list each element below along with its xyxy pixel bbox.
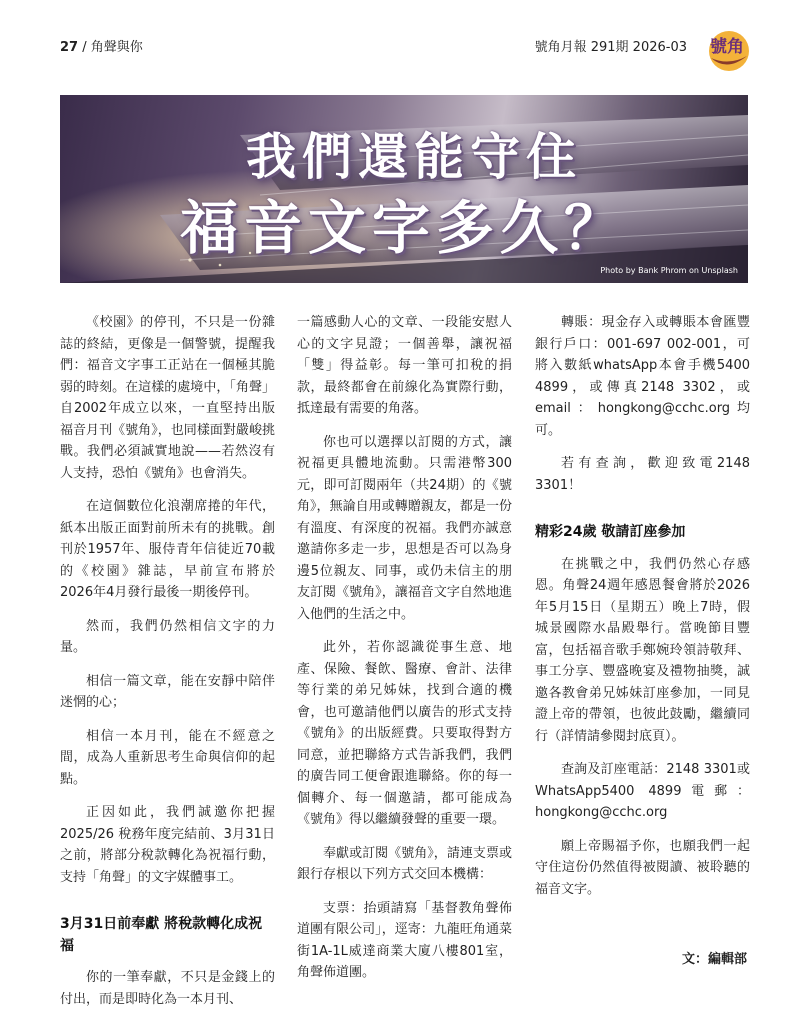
paragraph: 然而，我們仍然相信文字的力量。	[60, 618, 275, 655]
header-left	[60, 36, 143, 55]
author-signature: 文：編輯部	[681, 952, 747, 967]
paragraph: 在挑戰之中，我們仍然心存感恩。角聲24週年感恩餐會將於2026年5月15日（星期五）晚上7時，假城景國際水晶殿舉行。當晚節目豐富，包括福音歌手鄭婉玲領詩敬拜、事工分享、豐盛晚宴及禮物抽獎，誠邀各教會弟兄姊妹訂座參加，一同見證上帝的帶領，也彼此鼓勵，繼續同行（詳情請參閱封底頁）。	[535, 556, 750, 744]
section-name: 角聲與你	[90, 40, 143, 55]
banner-title-line2: 福音文字多久？	[179, 194, 628, 262]
title-banner	[60, 95, 748, 283]
page-number: 27	[60, 40, 79, 55]
paragraph: 此外，若你認識從事生意、地產、保險、餐飲、醫療、會計、法律等行業的弟兄姊妹，找到合適的機會，也可邀請他們以廣告的形式支持《號角》的出版經費。只要取得對方同意，並把聯絡方式告訴我們，我們的廣告同工便會跟進聯絡。你的每一個轉介、每一個邀請，都可能成為《號角》得以繼續發聲的重要一環。	[297, 640, 512, 827]
section-heading: 精彩24歲 敬請訂座參加	[535, 524, 686, 540]
paragraph: 願上帝賜福予你，也願我們一起守住這份仍然值得被閱讀、被聆聽的福音文字。	[535, 838, 750, 897]
magazine-logo	[699, 24, 755, 74]
paragraph: 一篇感動人心的文章、一段能安慰人心的文字見證；一個善舉，讓祝福「雙」得益彰。每一筆可扣稅的捐款，最終都會在前線化為實際行動，抵達最有需要的角落。	[297, 315, 512, 416]
page-header	[60, 36, 737, 56]
logo-text: 號角	[710, 37, 744, 57]
paragraph: 若有查詢，歡迎致電2148 3301！	[535, 456, 750, 493]
issue-info: 號角月報 291期 2026-03	[534, 40, 687, 55]
header-divider: /	[82, 40, 91, 55]
banner-title-line1: 我們還能守住	[246, 128, 582, 186]
paragraph: 轉賬：現金存入或轉賬本會匯豐銀行戶口：001-697 002-001，可將入數紙whatsApp本會手機5400 4899，或傳真2148 3302，或email：hongkong@cchc.org均可。	[535, 315, 750, 438]
paragraph: 正因如此，我們誠邀你把握2025/26 稅務年度完結前、3月31日之前，將部分稅款轉化為祝福行動，支持「角聲」的文字媒體事工。	[60, 805, 275, 885]
paragraph: 相信一本月刊，能在不經意之間，成為人重新思考生命與信仰的起點。	[60, 728, 275, 787]
article-column-3	[535, 312, 750, 912]
paragraph: 你的一筆奉獻，不只是金錢上的付出，而是即時化為一本月刊、	[60, 970, 275, 1007]
article-column-2	[297, 312, 512, 996]
paragraph: 你也可以選擇以訂閱的方式，讓祝福更具體地流動。只需港幣300元，即可訂閱兩年（共24期）的《號角》，無論自用或轉贈親友，都是一份有溫度、有深度的祝福。我們亦誠意邀請你多走一步，思想是否可以為身邊5位親友、同事，或仍未信主的朋友訂閱《號角》，讓福音文字自然地進入他們的生活之中。	[297, 434, 512, 622]
paragraph: 奉獻或訂閱《號角》，請連支票或銀行存根以下列方式交回本機構：	[297, 845, 512, 882]
paragraph: 相信一篇文章，能在安靜中陪伴迷惘的心；	[60, 673, 275, 710]
paragraph: 支票：抬頭請寫「基督教角聲佈道團有限公司」，逕寄：九龍旺角通菜街1A-1L威達商業大廈八樓801室，角聲佈道團。	[297, 900, 512, 980]
paragraph: 在這個數位化浪潮席捲的年代，紙本出版正面對前所未有的挑戰。創刊於1957年、服侍青年信徒近70載的《校園》雜誌，早前宣布將於2026年4月發行最後一期後停刊。	[60, 499, 275, 600]
photo-credit: Photo by Bank Phrom on Unsplash	[600, 266, 738, 275]
paragraph: 《校園》的停刊，不只是一份雜誌的終結，更像是一個警號，提醒我們：福音文字事工正站在一個極其脆弱的時刻。在這樣的處境中，「角聲」自2002年成立以來，一直堅持出版福音月刊《號角》，也同樣面對嚴峻挑戰。我們必須誠實地說——若然沒有人支持，恐怕《號角》也會消失。	[60, 315, 275, 481]
section-heading: 3月31日前奉獻 將稅款轉化成祝福	[60, 916, 263, 954]
paragraph: 查詢及訂座電話：2148 3301或WhatsApp5400 4899電郵：hongkong@cchc.org	[535, 762, 750, 820]
article-column-1	[60, 312, 275, 1022]
